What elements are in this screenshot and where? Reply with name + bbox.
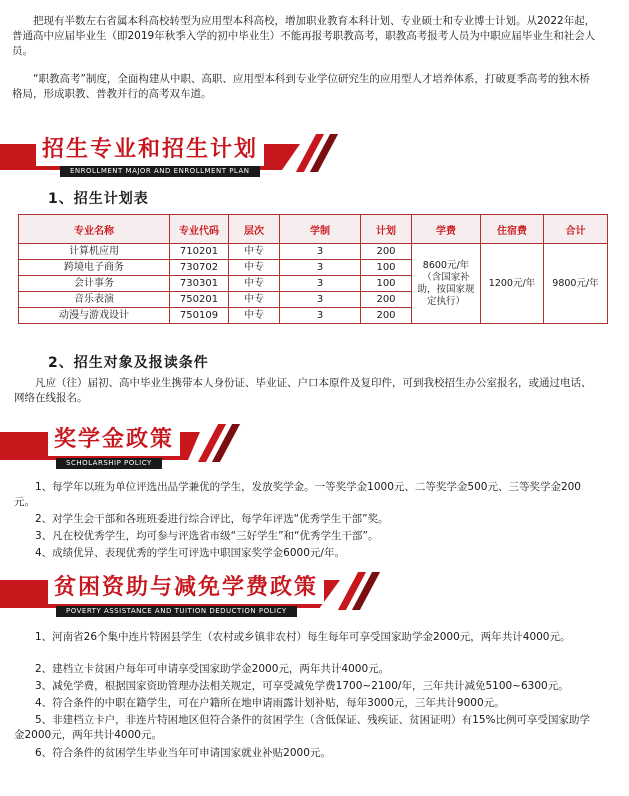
aid-banner-subtitle: POVERTY ASSISTANCE AND TUITION DEDUCTION POLICY [56, 606, 297, 617]
major-code-cell: 730301 [170, 276, 229, 292]
aid-item-1: 1、河南省26个集中连片特困县学生（农村或乡镇非农村）每生每年可享受国家助学金2000元，两年共计4000元。 [35, 631, 571, 643]
scholarship-item-1: 1、每学年以班为单位评选出品学兼优的学生，发放奖学金。一等奖学金1000元、二等奖学金500元、三等奖学金200元。 [14, 481, 581, 508]
scholarship-banner [0, 424, 629, 470]
intro-paragraph-2: “职教高考”制度，全面构建从中职、高职、应用型本科到专业学位研究生的应用型人才培养体系，打破夏季高考的独木桥格局，形成职教、普教并行的高考双车道。 [12, 73, 590, 100]
total-cell: 9800元/年 [544, 244, 608, 324]
section-heading-plan: 1、招生计划表 [48, 191, 149, 207]
plan-cell: 100 [361, 260, 412, 276]
enrollment-table [18, 214, 608, 324]
enrollment-banner [0, 134, 629, 180]
duration-cell: 3 [280, 276, 361, 292]
level-cell: 中专 [229, 260, 280, 276]
header-cell: 住宿费 [481, 215, 544, 244]
major-name-cell: 会计事务 [19, 276, 170, 292]
aid-item-6: 6、符合条件的贫困学生毕业当年可申请国家就业补贴2000元。 [35, 747, 331, 759]
major-name-cell: 跨境电子商务 [19, 260, 170, 276]
level-cell: 中专 [229, 292, 280, 308]
aid-item-3: 3、减免学费，根据国家资助管理办法相关规定，可享受减免学费1700~2100/年，三年共计减免5100~6300元。 [35, 680, 569, 692]
scholarship-banner-subtitle: SCHOLARSHIP POLICY [56, 458, 162, 469]
aid-item-2: 2、建档立卡贫困户每年可申请享受国家助学金2000元，两年共计4000元。 [35, 663, 390, 675]
header-cell: 学制 [280, 215, 361, 244]
enrollment-banner-title: 招生专业和招生计划 [36, 134, 264, 166]
section-heading-admission: 2、招生对象及报读条件 [48, 355, 209, 371]
table-header-row [19, 215, 608, 244]
plan-cell: 200 [361, 244, 412, 260]
header-cell: 学费 [412, 215, 481, 244]
level-cell: 中专 [229, 244, 280, 260]
admission-text: 凡应（往）届初、高中毕业生携带本人身份证、毕业证、户口本原件及复印件，可到我校招生办公室报名，或通过电话、网络在线报名。 [14, 377, 592, 404]
header-cell: 层次 [229, 215, 280, 244]
intro-paragraph-1: 把现有半数左右省属本科高校转型为应用型本科高校，增加职业教育本科计划、专业硕士和专业博士计划。从2022年起，普通高中应届毕业生（即2019年秋季入学的初中毕业生）不能再报考职教高考，职教高考报考人员为中职应届毕业生和社会人员。 [12, 15, 596, 57]
duration-cell: 3 [280, 308, 361, 324]
duration-cell: 3 [280, 292, 361, 308]
header-cell: 专业代码 [170, 215, 229, 244]
scholarship-item-3: 3、凡在校优秀学生，均可参与评选省市级“三好学生”和“优秀学生干部”。 [35, 530, 379, 542]
major-name-cell: 音乐表演 [19, 292, 170, 308]
header-cell: 计划 [361, 215, 412, 244]
enrollment-banner-subtitle: ENROLLMENT MAJOR AND ENROLLMENT PLAN [60, 166, 260, 177]
level-cell: 中专 [229, 308, 280, 324]
aid-banner-title: 贫困资助与减免学费政策 [48, 572, 324, 604]
major-code-cell: 730702 [170, 260, 229, 276]
duration-cell: 3 [280, 260, 361, 276]
header-cell: 合计 [544, 215, 608, 244]
scholarship-item-4: 4、成绩优异、表现优秀的学生可评选中职国家奖学金6000元/年。 [35, 547, 345, 559]
major-code-cell: 750109 [170, 308, 229, 324]
table-row [19, 244, 608, 260]
aid-banner [0, 572, 629, 618]
major-code-cell: 710201 [170, 244, 229, 260]
tuition-cell: 8600元/年（含国家补助，按国家规定执行） [412, 244, 481, 324]
aid-item-4: 4、符合条件的中职在籍学生，可在户籍所在地申请雨露计划补贴，每年3000元，三年共计9000元。 [35, 697, 505, 709]
plan-cell: 100 [361, 276, 412, 292]
dorm-fee-cell: 1200元/年 [481, 244, 544, 324]
major-name-cell: 动漫与游戏设计 [19, 308, 170, 324]
plan-cell: 200 [361, 308, 412, 324]
plan-cell: 200 [361, 292, 412, 308]
scholarship-banner-title: 奖学金政策 [48, 424, 180, 456]
major-name-cell: 计算机应用 [19, 244, 170, 260]
scholarship-item-2: 2、对学生会干部和各班班委进行综合评比，每学年评选“优秀学生干部”奖。 [35, 513, 389, 525]
level-cell: 中专 [229, 276, 280, 292]
header-cell: 专业名称 [19, 215, 170, 244]
aid-item-5: 5、非建档立卡户，非连片特困地区但符合条件的贫困学生（含低保证、残疾证、贫困证明）有15%比例可享受国家助学金2000元，两年共计4000元。 [14, 714, 591, 741]
duration-cell: 3 [280, 244, 361, 260]
major-code-cell: 750201 [170, 292, 229, 308]
